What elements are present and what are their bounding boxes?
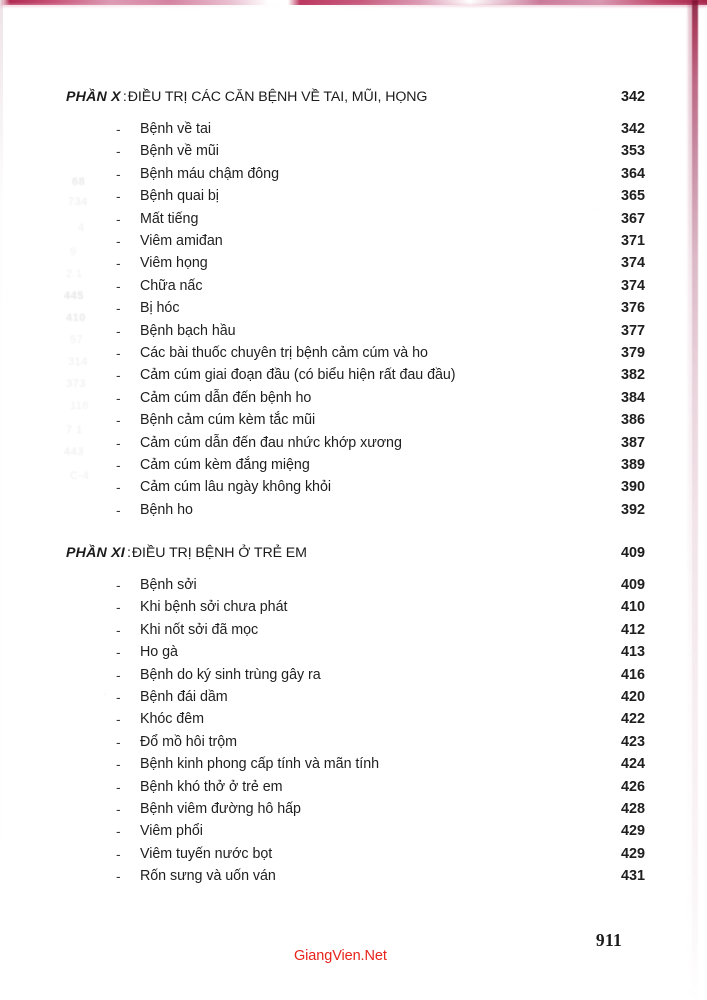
part-page-number: 342 [620, 89, 645, 105]
toc-entry-label: Cảm cúm lâu ngày không khỏi [140, 479, 331, 496]
toc-entry [66, 345, 645, 367]
bullet-dash-icon: - [116, 599, 121, 616]
toc-entry [66, 801, 645, 823]
toc-entry-page-number: 429 [620, 823, 645, 840]
bullet-dash-icon: - [116, 577, 121, 593]
toc-entry [66, 479, 645, 501]
toc-entry-page-number: 420 [620, 689, 645, 705]
toc-entry [66, 165, 645, 188]
bleedthrough-ghost-mark: 9 [70, 246, 77, 258]
toc-entry [66, 367, 645, 389]
toc-entry-page-number: 424 [620, 756, 645, 773]
toc-entry-page-number: 384 [620, 389, 645, 406]
bullet-dash-icon: - [116, 367, 121, 384]
toc-entry-page-number: 428 [620, 801, 645, 817]
toc-entry-label: Khi bệnh sởi chưa phát [140, 599, 288, 616]
bullet-dash-icon: - [116, 733, 121, 750]
toc-entry-label: Chữa nấc [140, 277, 203, 294]
part-heading [66, 89, 645, 109]
toc-entry-label: Bệnh cảm cúm kèm tắc mũi [140, 412, 316, 429]
bullet-dash-icon: - [116, 778, 121, 795]
toc-entry-page-number: 364 [620, 165, 645, 182]
bullet-dash-icon: - [116, 210, 121, 227]
bleedthrough-ghost-mark: 4 [78, 222, 85, 234]
part-title: ĐIỀU TRỊ CÁC CĂN BỆNH VỀ TAI, MŨI, HỌNG [127, 89, 428, 105]
toc-entry-label: Bệnh về mũi [140, 143, 219, 160]
toc-entry [66, 666, 645, 689]
bullet-dash-icon: - [116, 255, 121, 272]
toc-entry-page-number: 422 [620, 711, 645, 728]
toc-entry-label: Bệnh kinh phong cấp tính và mãn tính [140, 756, 380, 773]
toc-entry-page-number: 387 [620, 434, 645, 451]
part-title: ĐIỀU TRỊ BỆNH Ở TRẺ EM [131, 545, 307, 561]
bullet-dash-icon: - [116, 823, 121, 840]
toc-entry [66, 756, 645, 778]
toc-entry [66, 121, 645, 143]
bullet-dash-icon: - [116, 412, 121, 429]
toc-entry [66, 599, 645, 621]
page-folio-number: 911 [595, 930, 623, 950]
toc-entry [66, 778, 645, 801]
toc-entry-label: Cảm cúm giai đoạn đầu (có biểu hiện rất đau đầu) [140, 367, 456, 384]
toc-entry-label: Cảm cúm dẫn đến đau nhức khớp xương [140, 434, 402, 451]
toc-entry-label: Viêm họng [140, 255, 208, 272]
bullet-dash-icon: - [116, 621, 121, 638]
toc-entry-page-number: 376 [620, 300, 645, 317]
toc-entry [66, 233, 645, 255]
toc-entry [66, 733, 645, 756]
toc-entry-page-number: 392 [620, 501, 645, 518]
toc-entry-label: Viêm tuyến nước bọt [140, 845, 273, 862]
bleedthrough-ghost-mark: 2 1 [66, 268, 83, 280]
toc-entry-page-number: 342 [620, 121, 645, 137]
toc-entry-page-number: 365 [620, 188, 645, 205]
toc-entry-label: Bệnh máu chậm đông [140, 165, 279, 182]
toc-entry-page-number: 379 [620, 345, 645, 361]
toc-entry-page-number: 353 [620, 143, 645, 160]
toc-entry-label: Bệnh viêm đường hô hấp [140, 801, 301, 817]
bleedthrough-ghost-mark: 734 [68, 196, 88, 208]
part-label: PHẦN XI [66, 545, 125, 561]
toc-entry-label: Các bài thuốc chuyên trị bệnh cảm cúm và ho [140, 345, 428, 361]
bleedthrough-ghost-mark: 410 [66, 312, 86, 324]
bullet-dash-icon: - [116, 121, 121, 137]
bleedthrough-ghost-mark: . [596, 200, 600, 212]
toc-entry [66, 322, 645, 345]
toc-entry-page-number: 431 [620, 868, 645, 885]
bullet-dash-icon: - [116, 666, 121, 683]
part-separator: : [126, 545, 131, 561]
toc-entry-label: Bệnh sởi [140, 577, 197, 593]
toc-entry-label: Đổ mồ hôi trộm [140, 733, 238, 750]
bleedthrough-ghost-mark: 57 [70, 334, 84, 346]
bullet-dash-icon: - [116, 434, 121, 451]
bleedthrough-ghost-mark: 118 [70, 400, 90, 412]
bullet-dash-icon: - [116, 711, 121, 728]
toc-entry-label: Bệnh bạch hầu [140, 322, 236, 339]
toc-entry [66, 389, 645, 412]
toc-entry-page-number: 409 [620, 577, 645, 593]
toc-entry [66, 188, 645, 210]
part-page-number: 409 [620, 545, 645, 561]
toc-entry [66, 868, 645, 890]
toc-entry [66, 412, 645, 434]
bleedthrough-ghost-mark: C-4 [70, 470, 90, 482]
bullet-dash-icon: - [116, 801, 121, 817]
bleedthrough-ghost-mark: 7 1 [66, 424, 83, 436]
toc-entry [66, 210, 645, 233]
toc-entry [66, 845, 645, 868]
toc-entry-label: Cảm cúm dẫn đến bệnh ho [140, 389, 312, 406]
bleedthrough-ghost-mark: 314 [68, 356, 88, 368]
bullet-dash-icon: - [116, 389, 121, 406]
toc-entry-page-number: 423 [620, 733, 645, 750]
toc-entry-label: Bệnh khó thở ở trẻ em [140, 778, 283, 795]
bullet-dash-icon: - [116, 644, 121, 661]
toc-entry [66, 577, 645, 599]
toc-entry-page-number: 410 [620, 599, 645, 616]
bleedthrough-ghost-mark: 373 [66, 378, 86, 390]
bullet-dash-icon: - [116, 233, 121, 249]
toc-entry-label: Viêm phổi [140, 823, 203, 840]
toc-entry [66, 621, 645, 644]
toc-entry-label: Bệnh đái dầm [140, 689, 228, 705]
bleedthrough-ghost-mark: . [104, 686, 108, 698]
toc-entry-page-number: 377 [620, 322, 645, 339]
toc-entry-label: Rốn sưng và uốn ván [140, 868, 276, 885]
toc-entry-label: Khóc đêm [140, 711, 204, 728]
toc-entry-page-number: 367 [620, 210, 645, 227]
bullet-dash-icon: - [116, 300, 121, 317]
toc-entry-page-number: 413 [620, 644, 645, 661]
toc-entry-page-number: 386 [620, 412, 645, 429]
bullet-dash-icon: - [116, 689, 121, 705]
toc-entry-page-number: 371 [620, 233, 645, 249]
part-heading [66, 545, 645, 565]
toc-entry-page-number: 389 [620, 457, 645, 473]
bleedthrough-ghost-mark: 443 [64, 446, 84, 458]
toc-entry [66, 689, 645, 711]
bullet-dash-icon: - [116, 345, 121, 361]
toc-entry-label: Mất tiếng [140, 210, 199, 227]
part-label: PHẦN X [66, 89, 121, 105]
toc-entry-page-number: 429 [620, 845, 645, 862]
bullet-dash-icon: - [116, 165, 121, 182]
toc-entry-label: Khi nốt sởi đã mọc [140, 621, 259, 638]
toc-entry-page-number: 390 [620, 479, 645, 496]
bullet-dash-icon: - [116, 143, 121, 160]
bleedthrough-ghost-mark: 68 [72, 176, 86, 188]
toc-entry-label: Viêm amiđan [140, 233, 223, 249]
part-separator: : [122, 89, 127, 105]
toc-entry [66, 255, 645, 277]
toc-entry-label: Bệnh do ký sinh trùng gây ra [140, 666, 321, 683]
toc-entry-page-number: 382 [620, 367, 645, 384]
toc-entry-label: Cảm cúm kèm đắng miệng [140, 457, 310, 473]
toc-entry-label: Ho gà [140, 644, 178, 661]
toc-entry [66, 143, 645, 165]
bullet-dash-icon: - [116, 479, 121, 496]
toc-entry [66, 501, 645, 524]
toc-entry-page-number: 426 [620, 778, 645, 795]
bullet-dash-icon: - [116, 322, 121, 339]
bleedthrough-ghost-mark: 445 [64, 290, 84, 302]
bullet-dash-icon: - [116, 188, 121, 205]
toc-entry-page-number: 416 [620, 666, 645, 683]
toc-entry [66, 300, 645, 322]
toc-entry [66, 277, 645, 300]
toc-entry-label: Bị hóc [140, 300, 180, 317]
toc-entry [66, 644, 645, 666]
toc-entry [66, 823, 645, 845]
site-watermark: GiangVien.Net [294, 948, 387, 964]
toc-entry-label: Bệnh ho [140, 501, 193, 518]
toc-entry-page-number: 374 [620, 277, 645, 294]
toc-entry-page-number: 412 [620, 621, 645, 638]
bullet-dash-icon: - [116, 845, 121, 862]
bullet-dash-icon: - [116, 756, 121, 773]
toc-entry-label: Bệnh quai bị [140, 188, 219, 205]
toc-entry [66, 434, 645, 457]
toc-entry-page-number: 374 [620, 255, 645, 272]
bullet-dash-icon: - [116, 457, 121, 473]
toc-entry-label: Bệnh về tai [140, 121, 211, 137]
toc-entry [66, 457, 645, 479]
bullet-dash-icon: - [116, 868, 121, 885]
bullet-dash-icon: - [116, 277, 121, 294]
bullet-dash-icon: - [116, 501, 121, 518]
toc-entry [66, 711, 645, 733]
